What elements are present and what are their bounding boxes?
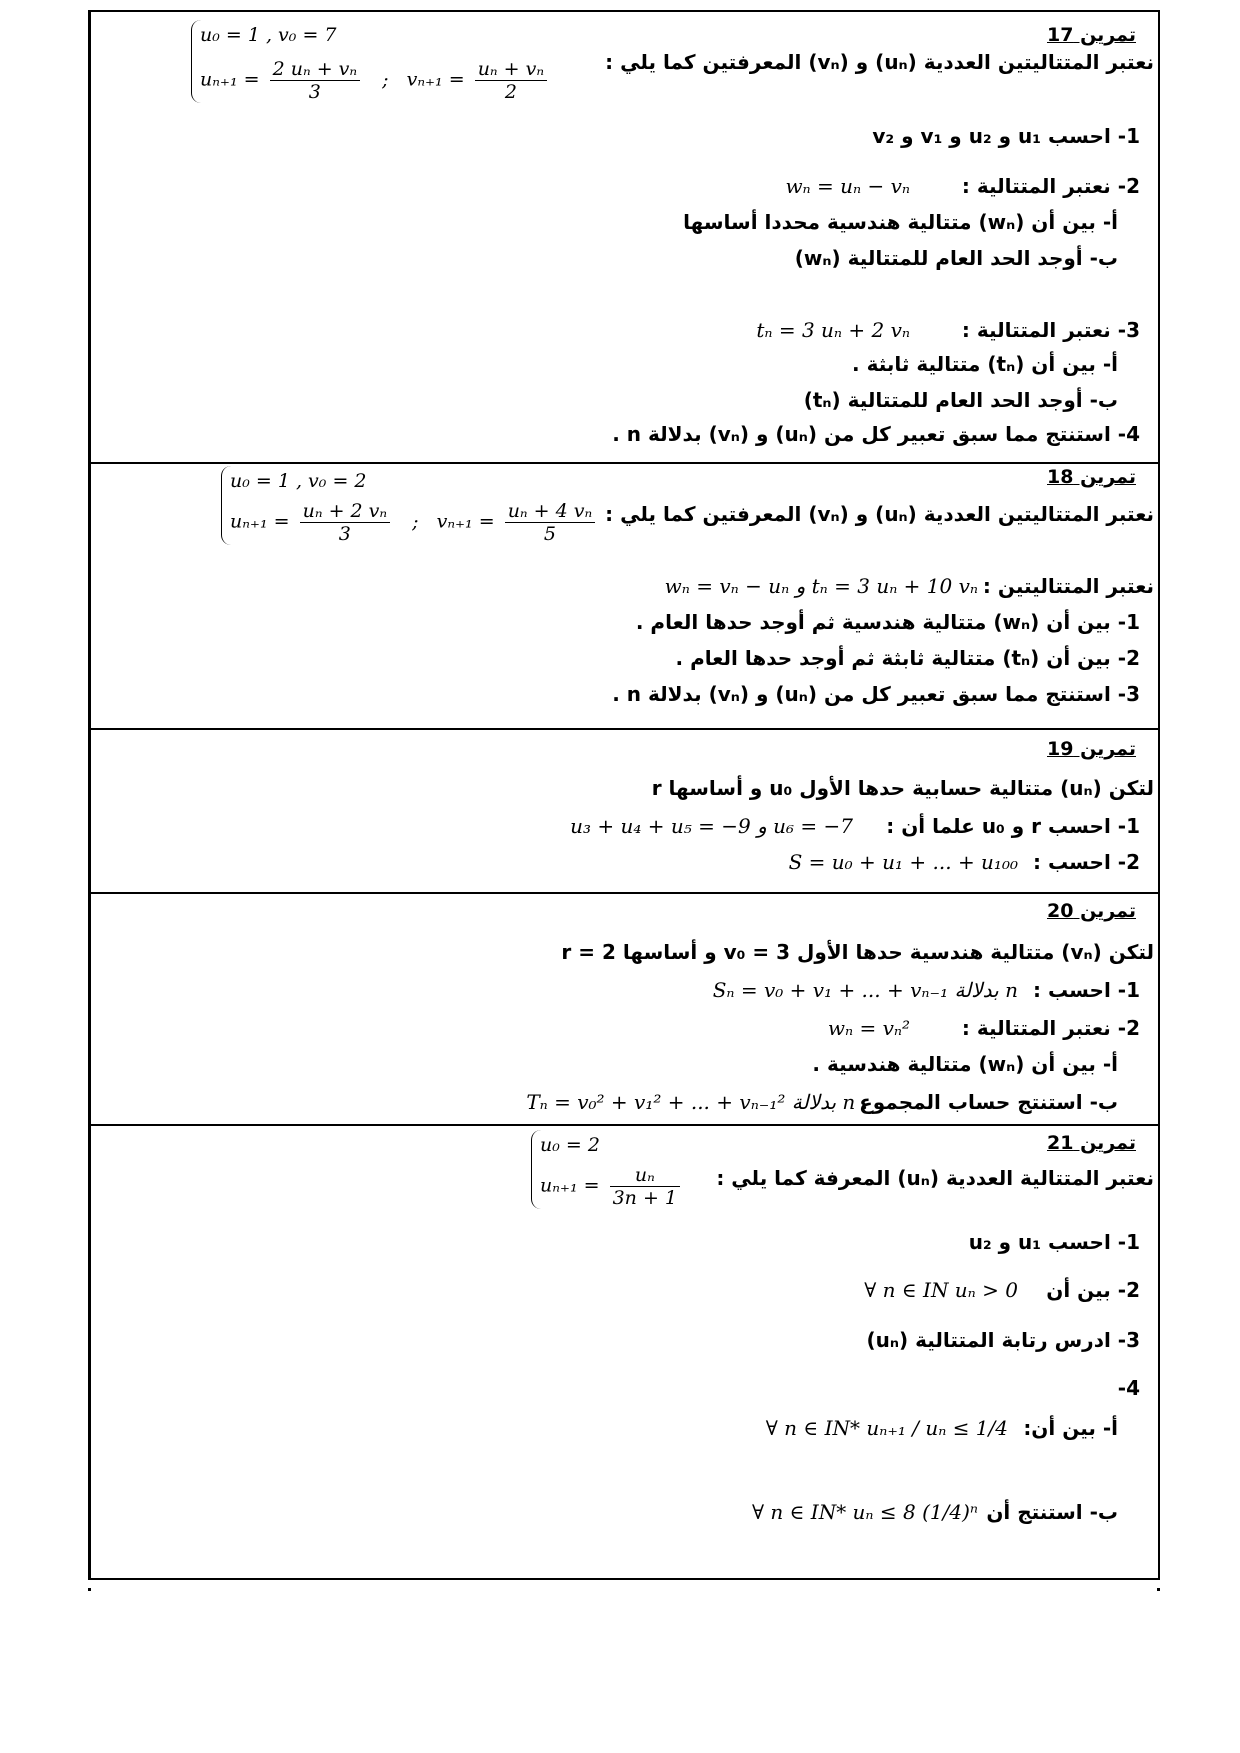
question-4a: أ- بين أن: <box>1023 1416 1118 1440</box>
exercise-17 <box>91 12 1158 464</box>
question-2: 2- نعتبر المتتالية : <box>961 174 1140 198</box>
formula-wn: wₙ = vₙ² <box>827 1016 910 1040</box>
question-4: 4- <box>1117 1376 1140 1400</box>
question-2: 2- احسب : <box>1033 850 1140 874</box>
formula-Tn: Tₙ = v₀² + v₁² + ... + vₙ₋₁² بدلالة n . <box>526 1090 868 1114</box>
exercise-title: تمرين 19 <box>1047 738 1136 760</box>
question-2: 2- بين أن (tₙ) متتالية ثابثة ثم أوجد حدها العام . <box>675 646 1140 670</box>
exercise-18 <box>91 462 1158 730</box>
question-3: 3- نعتبر المتتالية : <box>961 318 1140 342</box>
definition-system <box>191 20 551 103</box>
statement: نعتبر المتتاليتين العددية (uₙ) و (vₙ) المعرفتين كما يلي : <box>605 502 1154 526</box>
initial-value: u₀ = 2 <box>540 1134 600 1156</box>
statement: لتكن (vₙ) متتالية هندسية حدها الأول v₀ = 3 و أساسها r = 2 <box>561 940 1154 964</box>
question-1: 1- بين أن (wₙ) متتالية هندسية ثم أوجد حدها العام . <box>635 610 1140 634</box>
statement: نعتبر المتتالية العددية (uₙ) المعرفة كما يلي : <box>716 1166 1154 1190</box>
fraction: $\frac{\text{uₙ + 4 vₙ}}{5}$ <box>505 500 596 545</box>
exercise-title: تمرين 18 <box>1047 466 1136 488</box>
question-3b: ب- أوجد الحد العام للمتتالية (tₙ) <box>803 388 1118 412</box>
formula-sum-condition: u₃ + u₄ + u₅ = −9 و u₆ = −7 <box>570 814 853 838</box>
question-2a: أ- بين أن (wₙ) متتالية هندسية محددا أساسها <box>683 210 1118 234</box>
recurrence-relations: uₙ₊₁ = $\frac{\text{uₙ + 2 vₙ}}{3}$ ; vₙ₊₁ = $\frac{\text{uₙ + 4 vₙ}}{5}$ <box>230 500 599 545</box>
initial-values: u₀ = 1 , v₀ = 7 <box>200 24 337 46</box>
fraction: $\frac{\text{uₙ}}{3n + 1}$ <box>610 1164 680 1209</box>
initial-values: u₀ = 1 , v₀ = 2 <box>230 470 367 492</box>
formula-t: tₙ = 3 uₙ + 2 vₙ <box>756 318 910 342</box>
recurrence-relation: uₙ₊₁ = $\frac{\text{uₙ}}{3n + 1}$ <box>540 1164 684 1209</box>
statement: لتكن (uₙ) متتالية حسابية حدها الأول u₀ و أساسها r <box>651 776 1154 800</box>
question-1: 1- احسب u₁ و u₂ و v₁ و v₂ <box>872 124 1140 148</box>
statement-2: نعتبر المتتاليتين : <box>982 574 1154 598</box>
formula-w: wₙ = uₙ − vₙ <box>785 174 910 198</box>
exercise-sheet <box>88 10 1160 1580</box>
corner-mark <box>1157 1588 1160 1591</box>
exercise-19 <box>91 728 1158 894</box>
formula-wt: wₙ = vₙ − uₙ و tₙ = 3 uₙ + 10 vₙ <box>664 574 978 598</box>
question-2b: ب- استنتج حساب المجموع <box>859 1090 1118 1114</box>
formula-positive: ∀ n ∈ IN uₙ > 0 <box>864 1278 1018 1302</box>
question-2: 2- بين أن <box>1046 1278 1140 1302</box>
definition-system <box>221 466 599 545</box>
question-1: 1- احسب r و u₀ علما أن : <box>886 814 1140 838</box>
question-4: 4- استنتج مما سبق تعبير كل من (uₙ) و (vₙ) بدلالة n . <box>612 422 1140 446</box>
definition-system <box>531 1130 684 1209</box>
recurrence-relations: uₙ₊₁ = $\frac{\text{2 uₙ + vₙ}}{3}$ ; vₙ₊₁ = $\frac{\text{uₙ + vₙ}}{2}$ <box>200 58 551 103</box>
question-3: 3- ادرس رتابة المتتالية (uₙ) <box>866 1328 1140 1352</box>
question-2b: ب- أوجد الحد العام للمتتالية (wₙ) <box>794 246 1118 270</box>
exercise-20 <box>91 892 1158 1126</box>
fraction: $\frac{\text{2 uₙ + vₙ}}{3}$ <box>270 58 361 103</box>
exercise-title: تمرين 20 <box>1047 900 1136 922</box>
fraction: $\frac{\text{uₙ + 2 vₙ}}{3}$ <box>300 500 391 545</box>
corner-mark <box>88 1588 91 1591</box>
formula-S: S = u₀ + u₁ + ... + u₁₀₀ <box>788 850 1018 874</box>
exercise-title: تمرين 21 <box>1047 1132 1136 1154</box>
question-3: 3- استنتج مما سبق تعبير كل من (uₙ) و (vₙ) بدلالة n . <box>612 682 1140 706</box>
question-4b: ب- استنتج أن <box>986 1500 1118 1524</box>
question-1: 1- احسب : <box>1033 978 1140 1002</box>
question-2: 2- نعتبر المتتالية : <box>961 1016 1140 1040</box>
exercise-title: تمرين 17 <box>1047 24 1136 46</box>
question-3a: أ- بين أن (tₙ) متتالية ثابثة . <box>852 352 1118 376</box>
fraction: $\frac{\text{uₙ + vₙ}}{2}$ <box>475 58 547 103</box>
exercise-21 <box>91 1124 1158 1578</box>
statement: نعتبر المتتاليتين العددية (uₙ) و (vₙ) المعرفتين كما يلي : <box>605 50 1154 74</box>
question-2a: أ- بين أن (wₙ) متتالية هندسية . <box>812 1052 1118 1076</box>
question-1: 1- احسب u₁ و u₂ <box>968 1230 1140 1254</box>
formula-bound: ∀ n ∈ IN* uₙ ≤ 8 (1/4)ⁿ <box>751 1500 978 1524</box>
formula-Sn: Sₙ = v₀ + v₁ + ... + vₙ₋₁ بدلالة n <box>712 978 1018 1002</box>
formula-ratio: ∀ n ∈ IN* uₙ₊₁ / uₙ ≤ 1/4 <box>765 1416 1008 1440</box>
